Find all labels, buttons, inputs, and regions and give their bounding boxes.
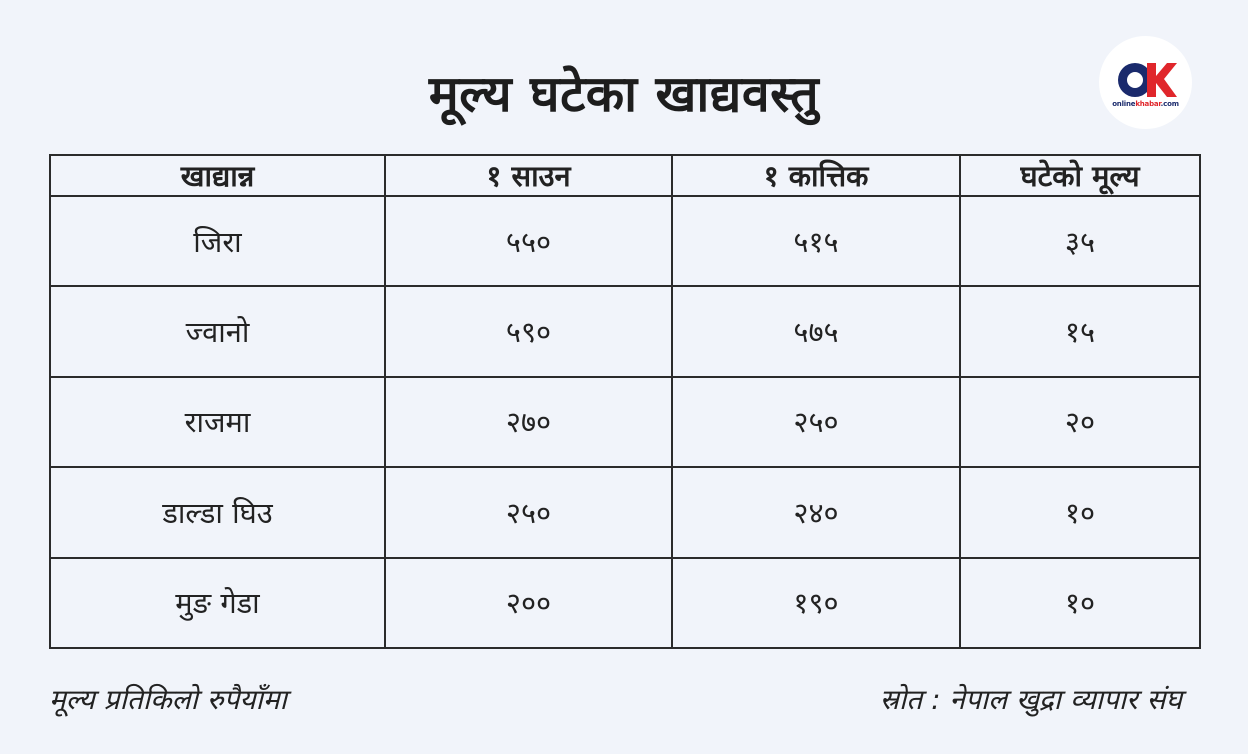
cell-saun-price: २७० [385, 377, 672, 467]
cell-food-item: मुङ गेडा [50, 558, 385, 648]
cell-food-item: डाल्डा घिउ [50, 467, 385, 557]
cell-price-drop: ३५ [960, 196, 1200, 286]
cell-saun-price: २०० [385, 558, 672, 648]
cell-price-drop: १५ [960, 286, 1200, 376]
onlinekhabar-logo [1099, 36, 1192, 129]
table-row [50, 196, 1200, 286]
header-food-item: खाद्यान्न [50, 155, 385, 196]
cell-saun-price: ५५० [385, 196, 672, 286]
table-row [50, 558, 1200, 648]
cell-saun-price: २५० [385, 467, 672, 557]
cell-kartik-price: १९० [672, 558, 960, 648]
unit-note: मूल्य प्रतिकिलो रुपैयाँमा [49, 683, 287, 716]
header-kartik-price: १ कात्तिक [672, 155, 960, 196]
cell-price-drop: १० [960, 467, 1200, 557]
price-table [49, 154, 1201, 649]
logo-wordmark: onlinekhabar.com [1112, 100, 1179, 108]
ok-logo-icon [1099, 36, 1192, 129]
cell-food-item: राजमा [50, 377, 385, 467]
cell-food-item: ज्वानो [50, 286, 385, 376]
cell-kartik-price: २४० [672, 467, 960, 557]
table-row [50, 467, 1200, 557]
cell-kartik-price: ५१५ [672, 196, 960, 286]
cell-kartik-price: ५७५ [672, 286, 960, 376]
source-note: स्रोत : नेपाल खुद्रा व्यापार संघ [879, 683, 1182, 716]
table-row [50, 286, 1200, 376]
cell-price-drop: १० [960, 558, 1200, 648]
cell-kartik-price: २५० [672, 377, 960, 467]
header-price-drop: घटेको मूल्य [960, 155, 1200, 196]
table-row [50, 377, 1200, 467]
cell-saun-price: ५९० [385, 286, 672, 376]
cell-price-drop: २० [960, 377, 1200, 467]
page-title: मूल्य घटेका खाद्यवस्तु [428, 65, 820, 123]
cell-food-item: जिरा [50, 196, 385, 286]
header-saun-price: १ साउन [385, 155, 672, 196]
table-header-row [50, 155, 1200, 196]
